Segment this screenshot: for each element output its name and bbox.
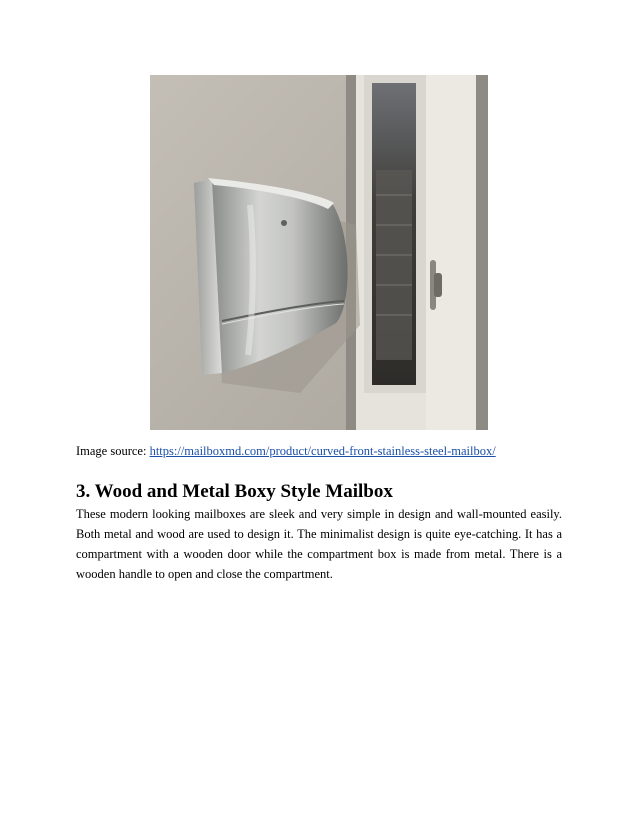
caption-label: Image source: bbox=[76, 444, 147, 458]
section-heading: 3. Wood and Metal Boxy Style Mailbox bbox=[76, 481, 393, 502]
mailbox-illustration bbox=[150, 75, 488, 430]
source-link[interactable]: https://mailboxmd.com/product/curved-front-stainless-steel-mailbox/ bbox=[149, 444, 496, 458]
section-paragraph: These modern looking mailboxes are sleek and very simple in design and wall-mounted easily. Both metal and wood are used to design it. The minimalist design is quite eye-catching. It has a compartment with a wooden door while the compartment box is made from metal. There is a wooden handle to open and close the compartment. bbox=[76, 507, 562, 581]
mailbox-photo bbox=[150, 75, 488, 430]
image-caption bbox=[76, 443, 576, 459]
